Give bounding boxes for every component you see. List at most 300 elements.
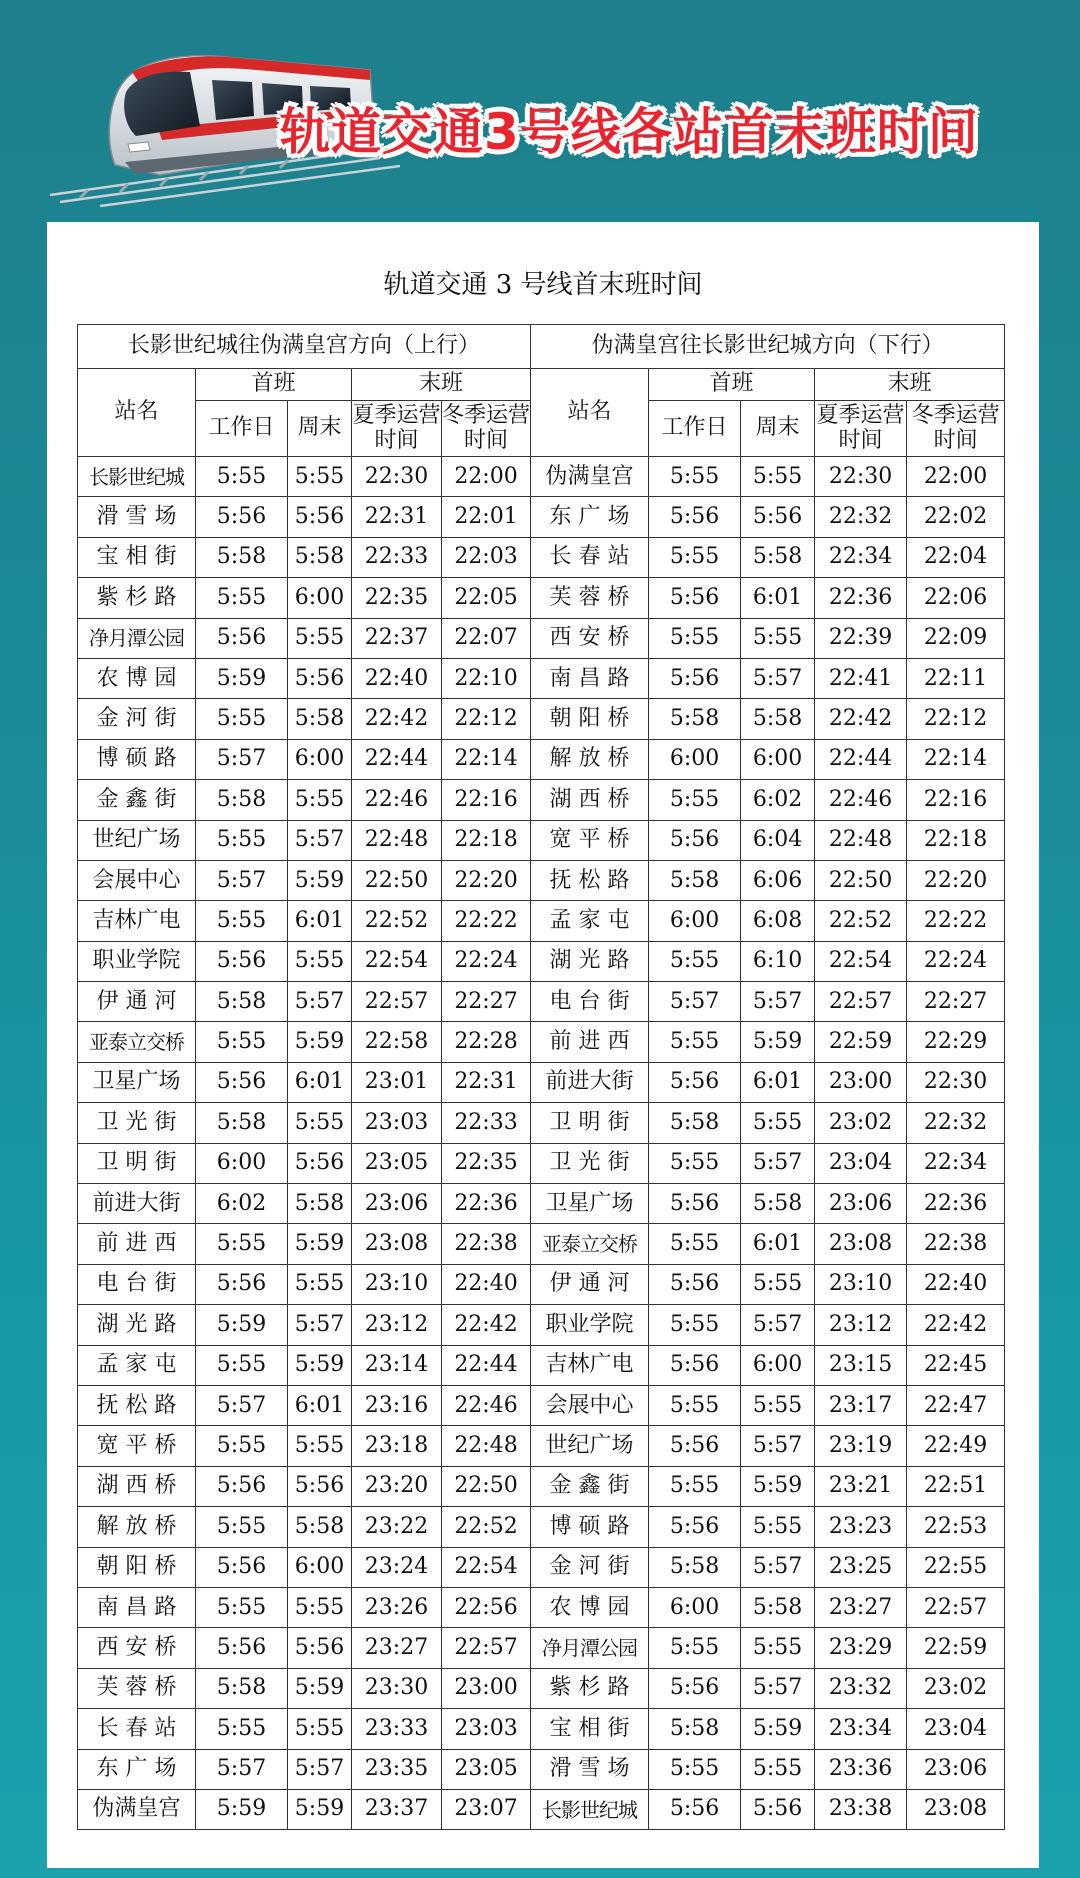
up-weekend-cell: 5:55 [288,1426,352,1466]
down-winter-cell: 22:06 [907,578,1005,618]
up-summer-cell: 23:12 [352,1305,442,1345]
down-weekday-cell: 5:56 [649,1062,741,1102]
down-summer-cell: 22:50 [815,860,907,900]
down-station-cell: 卫 明 街 [531,1103,649,1143]
up-winter-cell: 22:14 [442,739,531,779]
down-station-cell: 解 放 桥 [531,739,649,779]
up-winter-cell: 22:22 [442,901,531,941]
down-weekday-cell: 5:58 [649,1547,741,1587]
table-row [78,1385,1005,1425]
up-weekday-cell: 5:56 [196,618,288,658]
down-winter-cell: 22:14 [907,739,1005,779]
table-row [78,1264,1005,1304]
up-weekday-cell: 6:00 [196,1143,288,1183]
down-summer-cell: 23:10 [815,1264,907,1304]
up-winter-cell: 22:46 [442,1385,531,1425]
down-direction-header: 伪满皇宫往长影世纪城方向（下行） [531,325,1005,369]
down-weekday-cell: 5:58 [649,860,741,900]
down-weekday-cell: 5:55 [649,618,741,658]
down-winter-cell: 22:12 [907,699,1005,739]
down-station-cell: 孟 家 屯 [531,901,649,941]
up-weekend-cell: 5:57 [288,982,352,1022]
up-summer-cell: 23:26 [352,1587,442,1627]
down-winter-header: 冬季运营时间 [907,401,1005,457]
up-station-cell: 前进大街 [78,1184,196,1224]
down-first-train-header: 首班 [649,369,815,401]
down-summer-cell: 22:34 [815,537,907,577]
up-station-cell: 卫 明 街 [78,1143,196,1183]
table-row [78,578,1005,618]
up-winter-cell: 22:10 [442,658,531,698]
down-winter-cell: 22:30 [907,1062,1005,1102]
up-weekend-cell: 6:00 [288,739,352,779]
down-weekday-cell: 5:55 [649,1466,741,1506]
up-weekend-cell: 5:57 [288,1305,352,1345]
table-row [78,1507,1005,1547]
down-winter-cell: 22:22 [907,901,1005,941]
down-weekend-cell: 5:55 [741,1628,815,1668]
table-row [78,1426,1005,1466]
down-summer-cell: 23:27 [815,1587,907,1627]
down-summer-cell: 22:41 [815,658,907,698]
down-summer-cell: 23:21 [815,1466,907,1506]
up-summer-cell: 23:18 [352,1426,442,1466]
up-winter-cell: 22:35 [442,1143,531,1183]
down-summer-cell: 23:23 [815,1507,907,1547]
up-weekend-cell: 5:56 [288,1466,352,1506]
up-summer-cell: 22:37 [352,618,442,658]
up-summer-cell: 23:37 [352,1789,442,1829]
up-station-cell: 宝 相 街 [78,537,196,577]
down-weekend-cell: 6:04 [741,820,815,860]
down-station-cell: 卫 光 街 [531,1143,649,1183]
down-summer-cell: 23:34 [815,1709,907,1749]
down-summer-cell: 23:06 [815,1184,907,1224]
down-winter-cell: 22:40 [907,1264,1005,1304]
up-station-cell: 南 昌 路 [78,1587,196,1627]
up-winter-cell: 22:57 [442,1628,531,1668]
down-winter-cell: 22:36 [907,1184,1005,1224]
up-summer-cell: 22:42 [352,699,442,739]
down-winter-cell: 22:45 [907,1345,1005,1385]
up-weekday-cell: 5:55 [196,820,288,860]
table-row [78,739,1005,779]
down-station-cell: 南 昌 路 [531,658,649,698]
up-winter-cell: 22:03 [442,537,531,577]
down-winter-cell: 22:29 [907,1022,1005,1062]
down-station-cell: 前 进 西 [531,1022,649,1062]
up-winter-cell: 22:54 [442,1547,531,1587]
down-weekend-cell: 5:58 [741,1184,815,1224]
up-weekday-cell: 5:58 [196,1668,288,1708]
down-winter-cell: 22:27 [907,982,1005,1022]
down-summer-cell: 23:02 [815,1103,907,1143]
table-row [78,1022,1005,1062]
down-weekend-cell: 5:55 [741,457,815,497]
up-weekend-cell: 5:59 [288,1668,352,1708]
up-winter-cell: 22:42 [442,1305,531,1345]
up-station-cell: 职业学院 [78,941,196,981]
table-row [78,1184,1005,1224]
up-station-cell: 孟 家 屯 [78,1345,196,1385]
up-winter-cell: 22:33 [442,1103,531,1143]
up-winter-header: 冬季运营时间 [442,401,531,457]
table-row [78,1668,1005,1708]
down-summer-cell: 23:12 [815,1305,907,1345]
up-weekday-cell: 5:55 [196,1507,288,1547]
up-station-cell: 金 鑫 街 [78,780,196,820]
down-weekday-cell: 5:56 [649,1184,741,1224]
up-weekend-cell: 5:55 [288,1709,352,1749]
down-weekend-cell: 6:02 [741,780,815,820]
down-summer-cell: 22:59 [815,1022,907,1062]
down-weekday-cell: 5:57 [649,982,741,1022]
down-station-cell: 紫 杉 路 [531,1668,649,1708]
up-weekday-cell: 6:02 [196,1184,288,1224]
up-weekend-cell: 5:55 [288,457,352,497]
up-winter-cell: 22:20 [442,860,531,900]
up-direction-header: 长影世纪城往伪满皇宫方向（上行） [78,325,531,369]
down-station-cell: 滑 雪 场 [531,1749,649,1789]
up-summer-cell: 23:20 [352,1466,442,1506]
up-summer-cell: 22:54 [352,941,442,981]
up-station-cell: 卫 光 街 [78,1103,196,1143]
up-weekend-cell: 5:59 [288,1789,352,1829]
up-winter-cell: 22:50 [442,1466,531,1506]
table-row [78,780,1005,820]
down-weekend-cell: 6:01 [741,1224,815,1264]
up-weekend-cell: 5:56 [288,658,352,698]
table-row [78,901,1005,941]
down-weekday-cell: 5:55 [649,1143,741,1183]
down-winter-cell: 23:02 [907,1668,1005,1708]
up-weekday-cell: 5:56 [196,1264,288,1304]
up-winter-cell: 22:12 [442,699,531,739]
table-row [78,457,1005,497]
down-station-cell: 世纪广场 [531,1426,649,1466]
up-station-cell: 伊 通 河 [78,982,196,1022]
up-station-cell: 世纪广场 [78,820,196,860]
down-winter-cell: 22:00 [907,457,1005,497]
up-station-cell: 伪满皇宫 [78,1789,196,1829]
up-weekend-cell: 5:57 [288,1749,352,1789]
up-winter-cell: 22:24 [442,941,531,981]
up-weekend-cell: 5:56 [288,1628,352,1668]
up-station-cell: 滑 雪 场 [78,497,196,537]
up-last-train-header: 末班 [352,369,531,401]
table-row [78,618,1005,658]
up-station-cell: 亚泰立交桥 [78,1022,196,1062]
down-winter-cell: 22:09 [907,618,1005,658]
down-weekend-cell: 5:58 [741,1587,815,1627]
down-winter-cell: 22:53 [907,1507,1005,1547]
down-station-cell: 湖 西 桥 [531,780,649,820]
down-station-cell: 伊 通 河 [531,1264,649,1304]
down-weekend-cell: 6:00 [741,1345,815,1385]
up-summer-cell: 22:44 [352,739,442,779]
up-summer-cell: 23:33 [352,1709,442,1749]
down-weekday-cell: 5:56 [649,578,741,618]
up-weekend-cell: 6:01 [288,901,352,941]
down-weekend-cell: 5:57 [741,982,815,1022]
table-row [78,1628,1005,1668]
up-station-cell: 芙 蓉 桥 [78,1668,196,1708]
down-weekend-cell: 5:57 [741,1143,815,1183]
down-summer-cell: 22:57 [815,982,907,1022]
down-station-cell: 长 春 站 [531,537,649,577]
up-weekend-header: 周末 [288,401,352,457]
down-winter-cell: 23:08 [907,1789,1005,1829]
down-station-cell: 卫星广场 [531,1184,649,1224]
down-summer-cell: 22:46 [815,780,907,820]
up-station-cell: 湖 西 桥 [78,1466,196,1506]
down-summer-cell: 22:42 [815,699,907,739]
up-station-cell: 吉林广电 [78,901,196,941]
down-summer-cell: 23:25 [815,1547,907,1587]
up-station-cell: 电 台 街 [78,1264,196,1304]
up-weekend-cell: 5:58 [288,699,352,739]
down-weekday-cell: 5:56 [649,1264,741,1304]
up-weekend-cell: 6:01 [288,1062,352,1102]
up-weekday-cell: 5:59 [196,1789,288,1829]
down-weekday-cell: 5:56 [649,1668,741,1708]
down-station-cell: 净月潭公园 [531,1628,649,1668]
up-summer-cell: 22:35 [352,578,442,618]
down-weekend-cell: 5:56 [741,1789,815,1829]
up-winter-cell: 22:00 [442,457,531,497]
up-first-train-header: 首班 [196,369,352,401]
down-weekend-cell: 6:01 [741,578,815,618]
table-row [78,1305,1005,1345]
down-station-cell: 芙 蓉 桥 [531,578,649,618]
up-summer-cell: 23:35 [352,1749,442,1789]
up-weekday-cell: 5:55 [196,1709,288,1749]
down-weekday-cell: 6:00 [649,901,741,941]
down-summer-cell: 23:29 [815,1628,907,1668]
up-weekday-cell: 5:55 [196,457,288,497]
up-station-cell: 长 春 站 [78,1709,196,1749]
down-weekday-header: 工作日 [649,401,741,457]
down-weekend-cell: 6:10 [741,941,815,981]
up-summer-cell: 23:24 [352,1547,442,1587]
up-weekday-cell: 5:56 [196,941,288,981]
up-winter-cell: 22:07 [442,618,531,658]
down-weekend-cell: 5:57 [741,1426,815,1466]
down-weekday-cell: 5:55 [649,1385,741,1425]
up-weekend-cell: 5:55 [288,618,352,658]
up-weekday-cell: 5:59 [196,658,288,698]
up-summer-cell: 22:33 [352,537,442,577]
table-row [78,1345,1005,1385]
down-summer-header: 夏季运营时间 [815,401,907,457]
up-weekend-cell: 5:55 [288,1103,352,1143]
down-winter-cell: 22:42 [907,1305,1005,1345]
table-title: 轨道交通 3 号线首末班时间 [383,270,703,300]
up-summer-cell: 22:48 [352,820,442,860]
down-summer-cell: 22:54 [815,941,907,981]
down-summer-cell: 23:38 [815,1789,907,1829]
down-summer-cell: 23:32 [815,1668,907,1708]
down-summer-cell: 23:00 [815,1062,907,1102]
up-weekday-cell: 5:57 [196,1749,288,1789]
down-winter-cell: 22:51 [907,1466,1005,1506]
down-summer-cell: 23:19 [815,1426,907,1466]
up-summer-cell: 22:52 [352,901,442,941]
down-winter-cell: 22:20 [907,860,1005,900]
down-weekday-cell: 5:56 [649,1426,741,1466]
down-station-cell: 会展中心 [531,1385,649,1425]
up-winter-cell: 22:27 [442,982,531,1022]
down-winter-cell: 22:11 [907,658,1005,698]
down-weekend-header: 周末 [741,401,815,457]
up-station-cell: 西 安 桥 [78,1628,196,1668]
up-weekend-cell: 5:55 [288,941,352,981]
up-summer-cell: 22:31 [352,497,442,537]
up-winter-cell: 23:00 [442,1668,531,1708]
down-weekday-cell: 5:58 [649,1103,741,1143]
down-summer-cell: 22:44 [815,739,907,779]
table-row [78,860,1005,900]
up-weekday-cell: 5:57 [196,739,288,779]
down-winter-cell: 22:16 [907,780,1005,820]
down-station-cell: 西 安 桥 [531,618,649,658]
down-weekday-cell: 6:00 [649,739,741,779]
up-station-cell: 净月潭公园 [78,618,196,658]
down-weekend-cell: 5:55 [741,1264,815,1304]
down-winter-cell: 23:06 [907,1749,1005,1789]
up-weekday-cell: 5:56 [196,497,288,537]
down-summer-cell: 23:08 [815,1224,907,1264]
down-station-cell: 博 硕 路 [531,1507,649,1547]
up-weekday-cell: 5:56 [196,1628,288,1668]
down-winter-cell: 22:32 [907,1103,1005,1143]
banner-title: 轨道交通3号线各站首末班时间 [280,103,979,161]
down-summer-cell: 23:36 [815,1749,907,1789]
up-winter-cell: 22:16 [442,780,531,820]
table-row [78,941,1005,981]
down-weekday-cell: 5:56 [649,658,741,698]
down-weekend-cell: 6:06 [741,860,815,900]
up-weekend-cell: 5:55 [288,780,352,820]
down-station-cell: 金 鑫 街 [531,1466,649,1506]
up-weekday-cell: 5:55 [196,1426,288,1466]
up-station-cell: 卫星广场 [78,1062,196,1102]
down-weekday-cell: 5:55 [649,1224,741,1264]
up-summer-cell: 22:30 [352,457,442,497]
down-station-cell: 伪满皇宫 [531,457,649,497]
down-summer-cell: 22:30 [815,457,907,497]
table-row [78,699,1005,739]
down-summer-cell: 22:32 [815,497,907,537]
up-winter-cell: 23:07 [442,1789,531,1829]
table-row [78,537,1005,577]
down-weekday-cell: 5:58 [649,699,741,739]
down-weekday-cell: 5:56 [649,1789,741,1829]
up-weekday-cell: 5:55 [196,1345,288,1385]
table-row [78,1143,1005,1183]
down-station-cell: 电 台 街 [531,982,649,1022]
down-summer-cell: 23:17 [815,1385,907,1425]
down-weekend-cell: 5:59 [741,1466,815,1506]
down-station-cell: 抚 松 路 [531,860,649,900]
up-station-cell: 金 河 街 [78,699,196,739]
up-station-cell: 宽 平 桥 [78,1426,196,1466]
up-summer-cell: 23:03 [352,1103,442,1143]
down-winter-cell: 22:02 [907,497,1005,537]
up-station-cell: 会展中心 [78,860,196,900]
up-station-cell: 博 硕 路 [78,739,196,779]
down-station-cell: 东 广 场 [531,497,649,537]
up-summer-cell: 23:10 [352,1264,442,1304]
down-station-cell: 宽 平 桥 [531,820,649,860]
up-summer-cell: 23:16 [352,1385,442,1425]
up-summer-cell: 23:01 [352,1062,442,1102]
up-summer-cell: 22:57 [352,982,442,1022]
up-winter-cell: 22:01 [442,497,531,537]
down-weekday-cell: 5:56 [649,497,741,537]
up-station-cell: 紫 杉 路 [78,578,196,618]
up-weekend-cell: 6:00 [288,1547,352,1587]
down-station-cell: 前进大街 [531,1062,649,1102]
down-winter-cell: 22:34 [907,1143,1005,1183]
up-summer-cell: 23:22 [352,1507,442,1547]
down-winter-cell: 22:04 [907,537,1005,577]
table-row [78,1224,1005,1264]
up-weekend-cell: 5:58 [288,537,352,577]
down-weekend-cell: 5:58 [741,699,815,739]
up-station-cell: 朝 阳 桥 [78,1547,196,1587]
down-station-cell: 农 博 园 [531,1587,649,1627]
timetable [77,324,1005,1830]
table-row [78,982,1005,1022]
up-station-cell: 长影世纪城 [78,457,196,497]
up-summer-header: 夏季运营时间 [352,401,442,457]
table-row [78,1103,1005,1143]
up-winter-cell: 22:44 [442,1345,531,1385]
down-weekend-cell: 5:57 [741,1547,815,1587]
down-weekday-cell: 5:55 [649,1628,741,1668]
down-last-train-header: 末班 [815,369,1005,401]
down-winter-cell: 22:18 [907,820,1005,860]
up-weekday-cell: 5:55 [196,1224,288,1264]
up-winter-cell: 22:31 [442,1062,531,1102]
up-station-cell: 前 进 西 [78,1224,196,1264]
up-winter-cell: 22:56 [442,1587,531,1627]
down-summer-cell: 23:04 [815,1143,907,1183]
down-weekday-cell: 5:55 [649,1749,741,1789]
up-winter-cell: 22:36 [442,1184,531,1224]
down-winter-cell: 22:47 [907,1385,1005,1425]
table-row [78,820,1005,860]
table-row [78,1547,1005,1587]
up-weekday-cell: 5:56 [196,1466,288,1506]
up-station-cell: 东 广 场 [78,1749,196,1789]
up-summer-cell: 23:08 [352,1224,442,1264]
up-summer-cell: 23:30 [352,1668,442,1708]
up-winter-cell: 23:05 [442,1749,531,1789]
up-weekend-cell: 5:56 [288,1143,352,1183]
down-station-cell: 朝 阳 桥 [531,699,649,739]
up-summer-cell: 23:14 [352,1345,442,1385]
down-weekend-cell: 5:55 [741,1385,815,1425]
up-winter-cell: 22:40 [442,1264,531,1304]
down-weekend-cell: 5:59 [741,1709,815,1749]
up-weekday-cell: 5:55 [196,1022,288,1062]
up-weekend-cell: 5:57 [288,820,352,860]
down-summer-cell: 23:15 [815,1345,907,1385]
up-weekend-cell: 5:55 [288,1264,352,1304]
down-weekend-cell: 5:55 [741,1749,815,1789]
